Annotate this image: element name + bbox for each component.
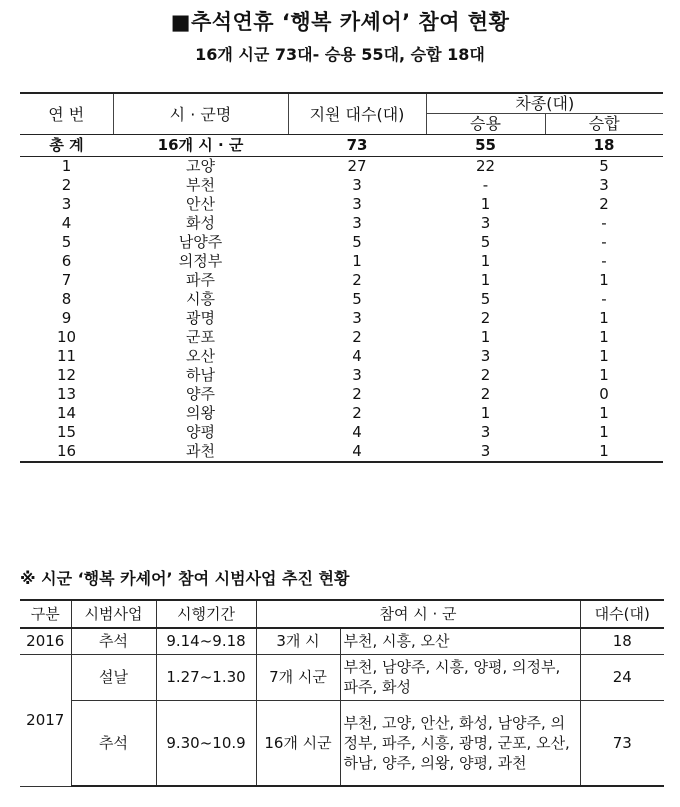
cell-sedan: 2 [480,309,491,327]
cell-van: - [601,233,607,251]
cell-city: 의정부 [178,252,223,270]
header-support-count: 지원 대수(대) [288,93,426,135]
cell-sedan: 3 [426,442,545,462]
cell-support: 2 [352,404,362,422]
cell-city: 양평 [186,423,215,441]
cell-support: 2 [352,385,362,403]
cell-van: 1 [545,442,663,462]
pilot-project: 설날 [71,654,156,700]
cell-support: 5 [352,233,362,251]
table-row [20,404,663,423]
cell-no: 13 [56,385,77,403]
cell-van: 3 [599,176,609,194]
document-title: ■추석연휴 ‘행복 카셰어’ 참여 현황 [170,10,510,34]
cell-no: 2 [61,176,72,194]
cell-van: 1 [599,423,609,441]
pilot-header-period: 시행기간 [156,600,256,628]
header-van: 승합 [545,114,663,135]
total-support: 73 [288,135,426,157]
cell-city: 과천 [113,442,288,462]
header-no: 연 번 [20,93,113,135]
pilot-scope: 3개 시 [256,628,340,654]
cell-no: 4 [61,214,72,232]
total-van: 18 [545,135,663,157]
pilot-project: 추석 [71,700,156,786]
cell-van: 1 [599,328,609,346]
cell-sedan: 3 [480,214,491,232]
pilot-period: 1.27~1.30 [156,654,256,700]
cell-no: 8 [61,290,72,308]
cell-city: 남양주 [178,233,223,251]
cell-support: 3 [352,195,362,213]
cell-sedan: 1 [480,252,491,270]
cell-no: 6 [61,252,72,270]
cell-sedan: 1 [480,195,491,213]
cell-sedan: 3 [480,347,491,365]
cell-city: 시흥 [186,290,215,308]
pilot-row [20,700,664,786]
cell-city: 고양 [186,157,215,175]
table-row [20,347,663,366]
total-sedan: 55 [426,135,545,157]
pilot-period: 9.14~9.18 [156,628,256,654]
cell-sedan: 2 [480,385,491,403]
cell-van: 1 [599,271,609,289]
table-row [20,252,663,271]
total-row [20,135,663,157]
cell-sedan: 1 [480,271,491,289]
cell-no: 10 [56,328,77,346]
table-row [20,233,663,252]
document-subtitle: 16개 시군 73대- 승용 55대, 승합 18대 [195,45,485,64]
table-row [20,290,663,309]
cell-no: 16 [20,442,113,462]
table-row [20,195,663,214]
cell-sedan: 1 [480,404,491,422]
total-city: 16개 시 · 군 [113,135,288,157]
cell-no: 11 [56,347,77,365]
cell-van: 1 [599,404,609,422]
cell-support: 2 [352,328,362,346]
cell-sedan: 5 [480,290,491,308]
cell-support: 4 [352,423,362,441]
cell-city: 군포 [186,328,215,346]
table-row [20,385,663,404]
cell-sedan: - [482,176,489,194]
pilot-table [20,599,664,787]
pilot-project: 추석 [71,628,156,654]
table-row [20,423,663,442]
table-row [20,271,663,290]
cell-support: 2 [352,271,362,289]
cell-city: 오산 [186,347,215,365]
cell-van: - [601,290,607,308]
cell-city: 안산 [186,195,215,213]
cell-sedan: 1 [480,328,491,346]
cell-van: 5 [599,157,609,175]
cell-support: 5 [352,290,362,308]
cell-sedan: 22 [475,157,496,175]
table-row [20,442,663,462]
table-row [20,328,663,347]
pilot-section-heading: ※ 시군 ‘행복 카셰어’ 참여 시범사업 추진 현황 [20,569,350,588]
total-label: 총 계 [20,135,113,157]
pilot-scope: 16개 시군 [256,700,340,786]
cell-city: 하남 [186,366,215,384]
cell-support: 1 [352,252,362,270]
cell-city: 부천 [186,176,215,194]
pilot-period: 9.30~10.9 [156,700,256,786]
pilot-year: 2016 [20,628,71,654]
cell-support: 3 [352,366,362,384]
participation-table [20,92,663,463]
cell-sedan: 5 [480,233,491,251]
cell-van: - [601,214,607,232]
cell-van: 1 [599,366,609,384]
pilot-year: 2017 [20,654,71,786]
cell-no: 3 [61,195,72,213]
table-row [20,157,663,177]
pilot-row [20,628,664,654]
cell-van: 1 [599,309,609,327]
cell-no: 15 [56,423,77,441]
cell-van: 2 [599,195,609,213]
cell-van: - [601,252,607,270]
cell-city: 양주 [186,385,215,403]
table-row [20,176,663,195]
cell-support: 3 [352,214,362,232]
pilot-scope: 7개 시군 [256,654,340,700]
table-row [20,366,663,385]
cell-city: 의왕 [186,404,215,422]
cell-support: 27 [347,157,367,175]
cell-city: 광명 [186,309,215,327]
pilot-header-project: 시범사업 [71,600,156,628]
table-row [20,309,663,328]
cell-support: 4 [352,347,362,365]
cell-van: 0 [599,385,609,403]
pilot-count: 73 [580,700,664,786]
pilot-header-category: 구분 [20,600,71,628]
cell-no: 9 [61,309,72,327]
header-city: 시 · 군명 [113,93,288,135]
cell-no: 1 [61,157,72,175]
cell-sedan: 2 [480,366,491,384]
header-sedan: 승용 [426,114,545,135]
pilot-header-participants: 참여 시 · 군 [256,600,580,628]
cell-city: 파주 [186,271,215,289]
pilot-count: 18 [580,628,664,654]
cell-support: 4 [288,442,426,462]
pilot-count: 24 [580,654,664,700]
cell-no: 12 [56,366,77,384]
pilot-regions: 부천, 고양, 안산, 화성, 남양주, 의정부, 파주, 시흥, 광명, 군포, 오산, 하남, 양주, 의왕, 양평, 과천 [340,700,580,786]
cell-city: 화성 [186,214,215,232]
pilot-row [20,654,664,700]
table-row [20,214,663,233]
pilot-regions: 부천, 시흥, 오산 [340,628,580,654]
cell-no: 5 [61,233,72,251]
cell-support: 3 [352,176,362,194]
pilot-header-count: 대수(대) [580,600,664,628]
cell-van: 1 [599,347,609,365]
cell-no: 7 [61,271,72,289]
cell-no: 14 [56,404,77,422]
header-vehicle-type: 차종(대) [426,93,663,114]
pilot-regions: 부천, 남양주, 시흥, 양평, 의정부, 파주, 화성 [340,654,580,700]
cell-support: 3 [352,309,362,327]
cell-sedan: 3 [480,423,491,441]
